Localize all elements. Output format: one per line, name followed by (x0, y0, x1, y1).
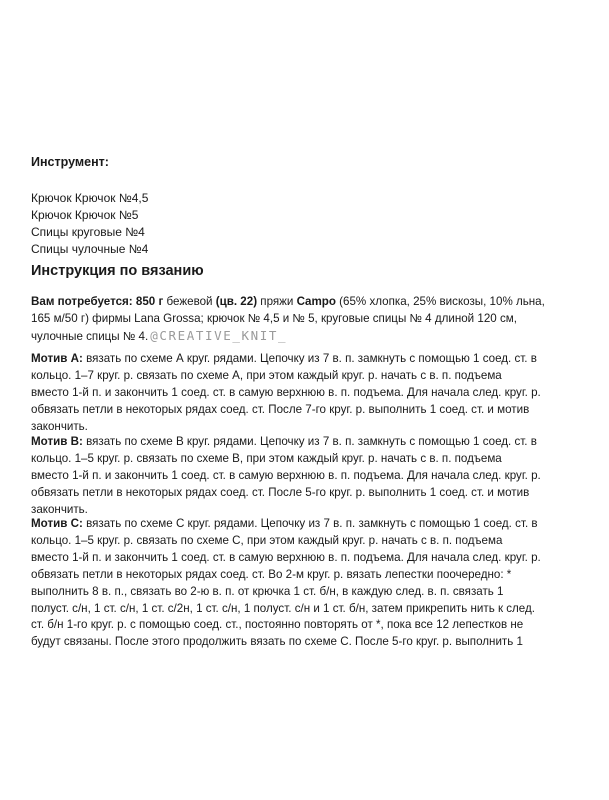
motif-a-label: Мотив А: (31, 352, 83, 365)
tools-list (31, 190, 148, 258)
paragraph-line: вместо 1-й п. и закончить 1 соед. ст. в самую верхнюю в. п. подъема. Для начала след. круг. р. (31, 550, 541, 564)
yarn-amount: 850 г (135, 295, 164, 308)
yarn-color: (цв. 22) (215, 295, 258, 308)
paragraph-line: закончить. (31, 419, 88, 433)
paragraph-line: закончить. (31, 502, 88, 516)
motif-a-paragraph (31, 351, 583, 436)
paragraph-line: ст. б/н 1-го круг. р. с помощью соед. ст., постоянно повторять от *, пока все 12 лепестков не (31, 618, 524, 632)
paragraph-text: бежевой (163, 295, 216, 308)
paragraph-text: (65% хлопка, 25% вискозы, 10% льна, (335, 295, 545, 308)
paragraph-line: вместо 1-й п. и закончить 1 соед. ст. в самую верхнюю в. п. подъема. Для начала след. круг. р. (31, 385, 541, 399)
paragraph-line: выполнить 8 в. п., связать во 2-ю в. п. от крючка 1 ст. б/н, в каждую след. в. п. связать 1 (31, 584, 504, 598)
paragraph-line: 165 м/50 г) фирмы Lana Grossa; крючок № 4,5 и № 5, круговые спицы № 4 длиной 120 см, (31, 311, 517, 325)
yarn-name: Campo (296, 295, 336, 308)
motif-b-label: Мотив В: (31, 435, 83, 448)
paragraph-line: обвязать петли в некоторых рядах соед. ст. Во 2-м круг. р. вязать лепестки поочередно: * (31, 567, 512, 581)
paragraph-line: обвязать петли в некоторых рядах соед. ст. После 5-го круг. р. выполнить 1 соед. ст. и мотив (31, 485, 530, 499)
paragraph-line: вместо 1-й п. и закончить 1 соед. ст. в самую верхнюю в. п. подъема. Для начала след. круг. р. (31, 468, 541, 482)
paragraph-line: кольцо. 1–5 круг. р. связать по схеме С, при этом каждый круг. р. начать с в. п. подъема (31, 533, 503, 547)
paragraph-text: вязать по схеме А круг. рядами. Цепочку из 7 в. п. замкнуть с помощью 1 соед. ст. в (82, 352, 537, 365)
list-item: Крючок Крючок №5 (31, 208, 139, 222)
paragraph-line: кольцо. 1–7 круг. р. связать по схеме А, при этом каждый круг. р. начать с в. п. подъема (31, 368, 502, 382)
tools-heading: Инструмент: (31, 155, 109, 169)
list-item: Крючок Крючок №4,5 (31, 191, 149, 205)
instructions-heading: Инструкция по вязанию (31, 263, 204, 279)
paragraph-line (31, 328, 583, 346)
paragraph-line (31, 294, 583, 311)
materials-paragraph (31, 294, 583, 346)
motif-c-paragraph (31, 516, 583, 651)
list-item: Спицы чулочные №4 (31, 242, 149, 256)
motif-b-paragraph (31, 434, 583, 519)
paragraph-text: вязать по схеме В круг. рядами. Цепочку из 7 в. п. замкнуть с помощью 1 соед. ст. в (82, 435, 537, 448)
paragraph-line (31, 434, 583, 451)
paragraph-line: будут связаны. После этого продолжить вязать по схеме С. После 5-го круг. р. выполнить 1 (31, 635, 523, 649)
paragraph-text: вязать по схеме С круг. рядами. Цепочку из 7 в. п. замкнуть с помощью 1 соед. ст. в (82, 517, 538, 530)
paragraph-text: пряжи (257, 295, 297, 308)
paragraph-line: полуст. с/н, 1 ст. с/н, 1 ст. с/2н, 1 ст. с/н, 1 полуст. с/н и 1 ст. б/н, затем прикрепить нить к след. (31, 601, 535, 615)
paragraph-line: обвязать петли в некоторых рядах соед. ст. После 7-го круг. р. выполнить 1 соед. ст. и мотив (31, 402, 530, 416)
materials-label: Вам потребуется: (31, 295, 133, 308)
list-item: Спицы круговые №4 (31, 225, 145, 239)
motif-c-label: Мотив С: (31, 517, 83, 530)
paragraph-line (31, 351, 583, 368)
paragraph-line (31, 516, 583, 533)
paragraph-text: чулочные спицы № 4. (31, 329, 149, 343)
paragraph-line: кольцо. 1–5 круг. р. связать по схеме В, при этом каждый круг. р. начать с в. п. подъема (31, 451, 502, 465)
watermark: @CREATIVE_KNIT_ (150, 327, 288, 343)
